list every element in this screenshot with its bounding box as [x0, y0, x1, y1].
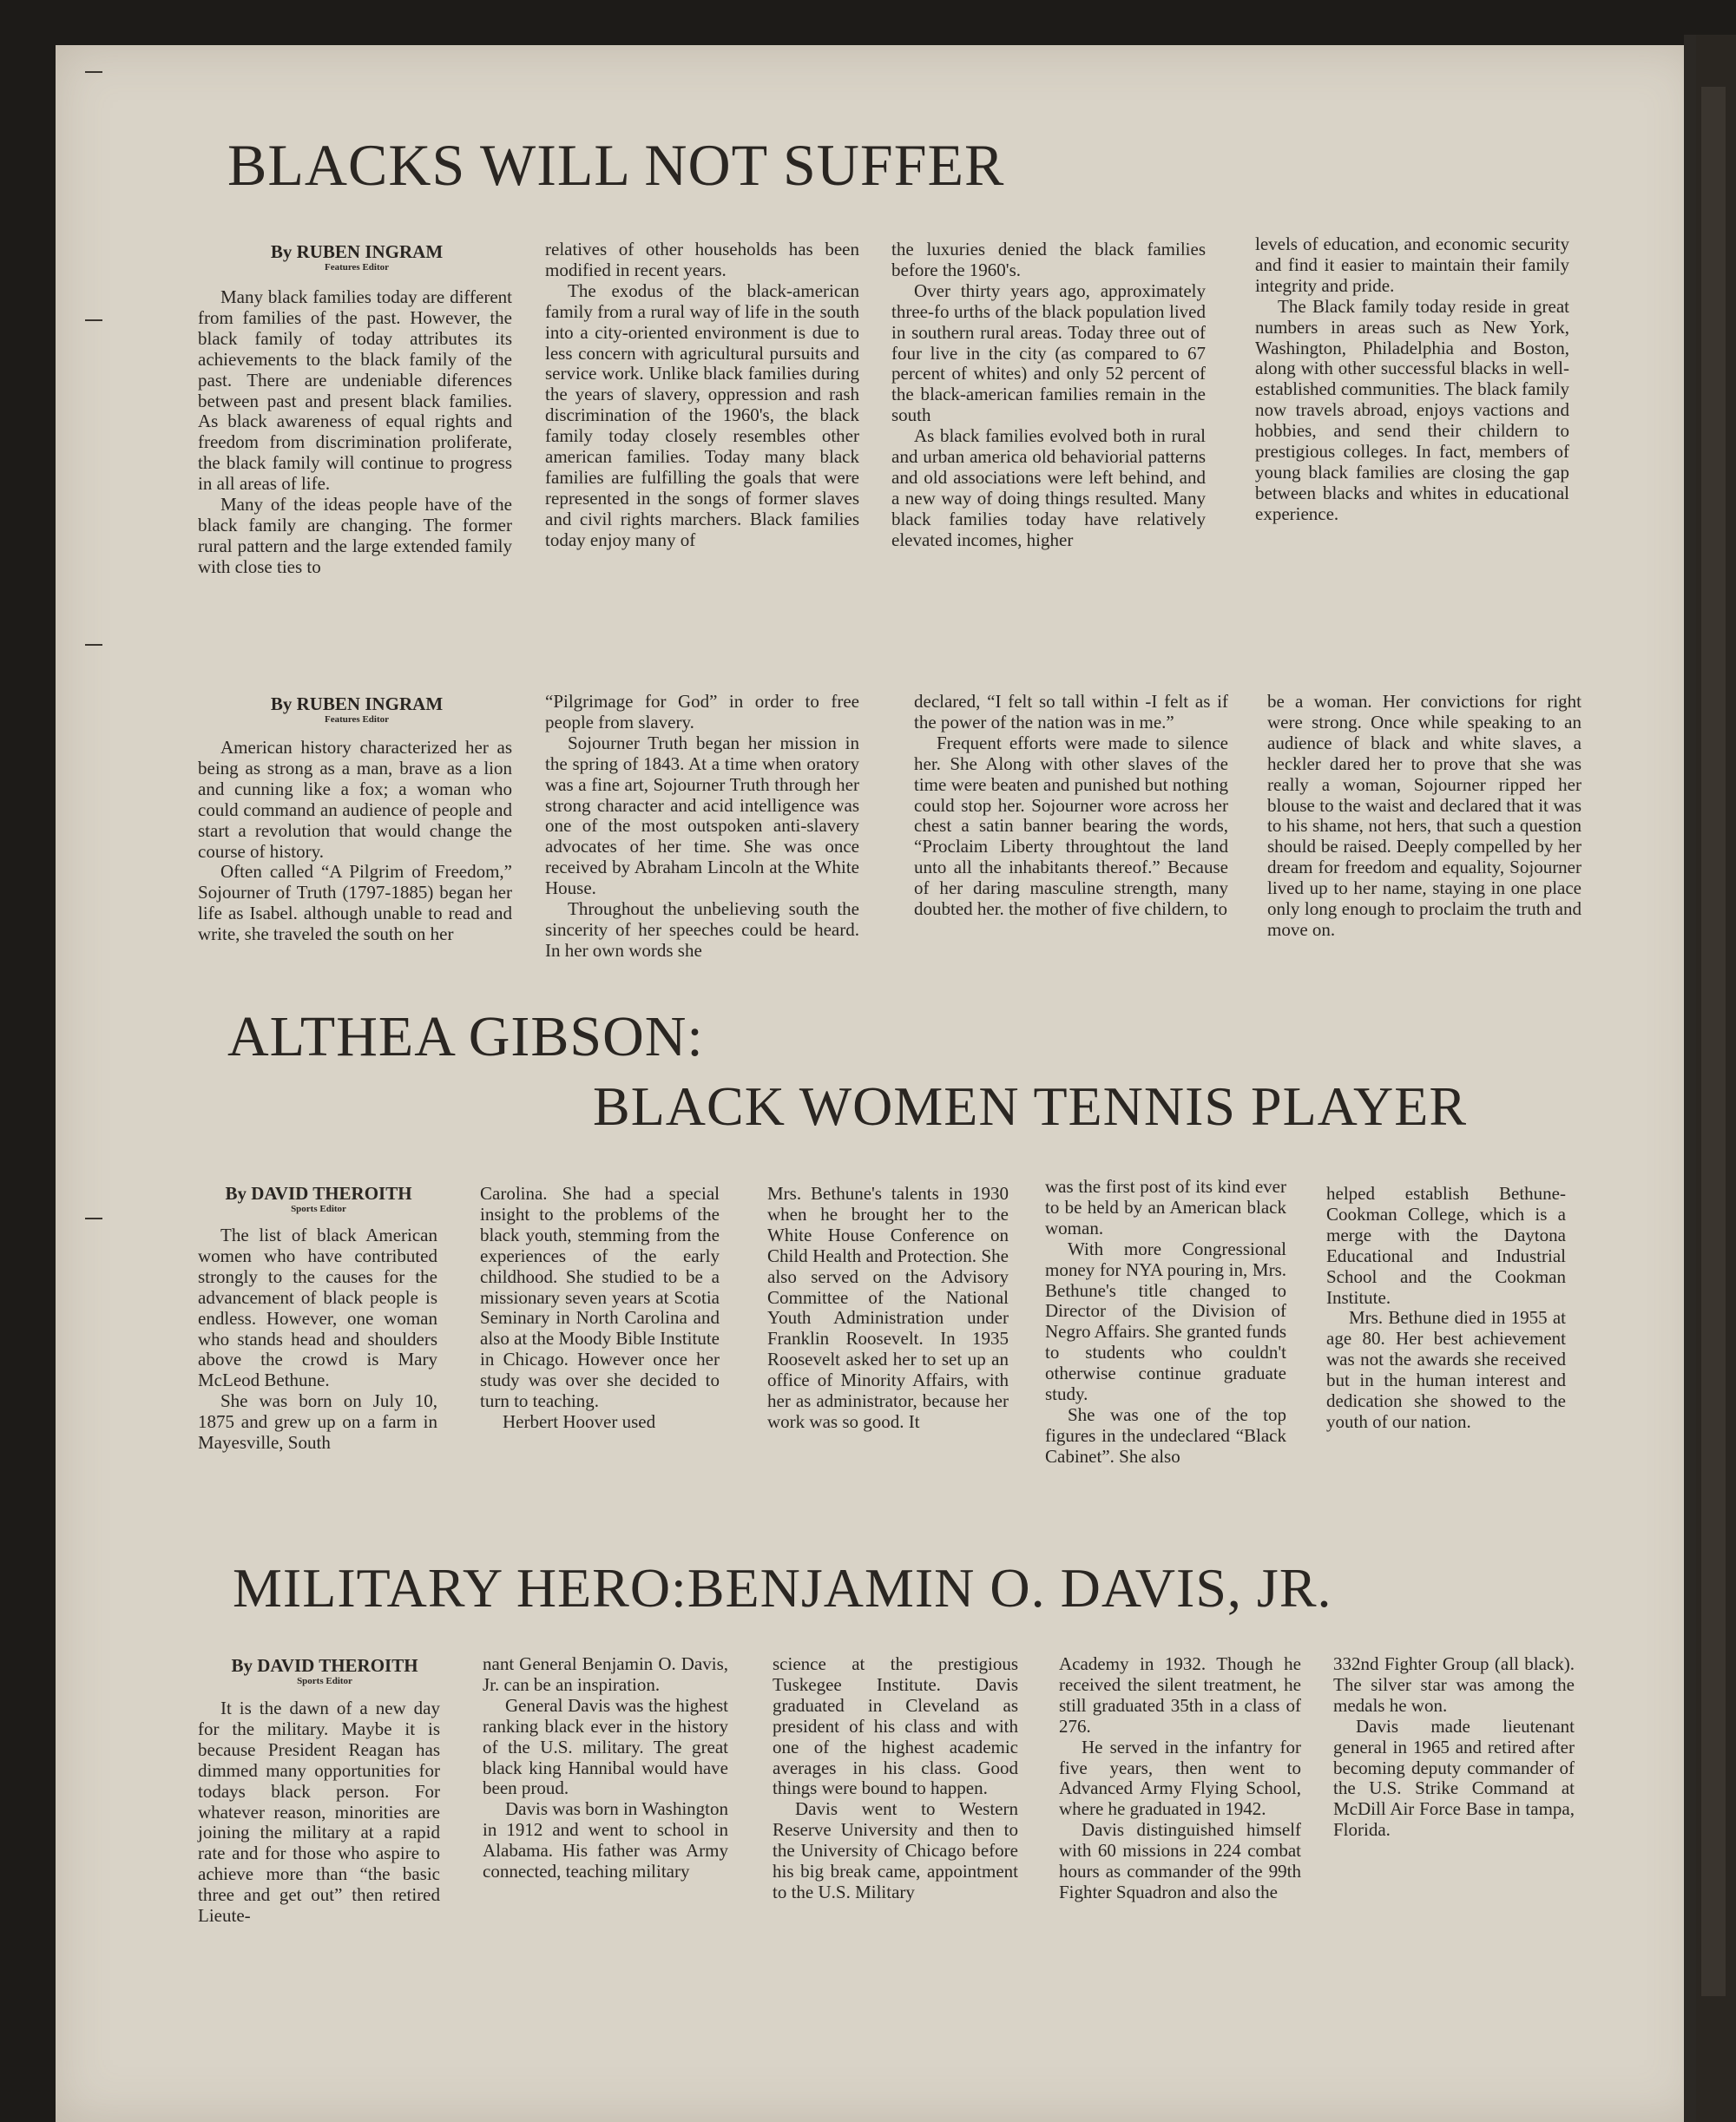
page-border-rule: [1684, 35, 1696, 2122]
paragraph: Sojourner Truth began her mission in the spring of 1843. At a time when oratory was a fine art, Sojourner Truth through her strong character and acid intelligence was one of the most outspoken anti-slavery advocates of her time. She was once received by Abraham Lincoln at the White House.: [545, 732, 859, 899]
paragraph: Frequent efforts were made to silence her. She Along with other slaves of the time were beaten and punished but nothing could stop her. Sojourner wore across her chest a satin banner bearing the words, “Proclaim Liberty throughtout the land unto all the inhabitants thereof.” Because of her daring masculine strength, many doubted her. the mother of five childern, to: [914, 732, 1228, 920]
article-headline: MILITARY HERO:BENJAMIN O. DAVIS, JR.: [233, 1557, 1332, 1619]
article-column: [1326, 1184, 1566, 1433]
byline-title: Sports Editor: [297, 1676, 352, 1687]
article-column: [1267, 692, 1581, 941]
paragraph: General Davis was the highest ranking black ever in the history of the U.S. military. The great black king Hannibal would have been proud.: [483, 1694, 728, 1799]
paragraph: Often called “A Pilgrim of Freedom,” Sojourner of Truth (1797-1885) began her life as Isabel. although unable to read and write, she traveled the south on her: [198, 861, 512, 945]
byline-title: Sports Editor: [291, 1204, 346, 1215]
article-column: [891, 240, 1206, 551]
paragraph: Over thirty years ago, approximately three-fo urths of the black population lived in southern rural areas. Today three out of four live in the city (as compared to 67 percent of whites) and only 52 percent of the black-american families remain in the south: [891, 279, 1206, 426]
paragraph: Davis went to Western Reserve University and then to the University of Chicago before his big break came, appointment to the U.S. Military: [773, 1798, 1018, 1902]
article-column: [545, 692, 859, 962]
paragraph: It is the dawn of a new day for the military. Maybe it is because President Reagan has dimmed many opportunities for todays black person. For whatever reason, minorities are joining the military at a rapid rate and for those who aspire to achieve more than “the basic three and get out” then retired Lieute-: [198, 1698, 440, 1927]
article-column: [914, 692, 1228, 920]
paragraph: 332nd Fighter Group (all black). The silver star was among the medals he won.: [1333, 1653, 1575, 1716]
paragraph: He served in the infantry for five years, then went to Advanced Army Flying School, where he graduated in 1942.: [1059, 1736, 1301, 1820]
paragraph: levels of education, and economic security and find it easier to maintain their family integrity and pride.: [1255, 233, 1569, 296]
paragraph: science at the prestigious Tuskegee Institute. Davis graduated in Cleveland as president of his class and with one of the highest academic averages in his class. Good things were bound to happen.: [773, 1653, 1018, 1799]
paragraph: was the first post of its kind ever to be held by an American black woman.: [1045, 1176, 1286, 1238]
paragraph: The Black family today reside in great numbers in areas such as New York, Washington, Philadelphia and Boston, along with other successful blacks in well-established communities. The black family now travels abroad, enjoys vactions and hobbies, and send their childern to prestigious colleges. In fact, members of young black families are closing the gap between blacks and whites in educational experience.: [1255, 295, 1569, 524]
article-subheadline: BLACK WOMEN TENNIS PLAYER: [593, 1075, 1467, 1137]
article-column: [198, 287, 512, 578]
article-column: [198, 1698, 440, 1927]
paragraph: Throughout the unbelieving south the sincerity of her speeches could be heard. In her own words she: [545, 898, 859, 961]
paragraph: relatives of other households has been modified in recent years.: [545, 239, 859, 280]
article-headline: ALTHEA GIBSON:: [227, 1005, 704, 1068]
paragraph: Many black families today are different from families of the past. However, the black family of today attributes its achievements to the black family of the past. There are undeniable diferences between past and present black families. As black awareness of equal rights and freedom from discrimination proliferate, the black family will continue to progress in all areas of life.: [198, 286, 512, 495]
article-column: [198, 1225, 437, 1454]
article-column: [1333, 1654, 1575, 1841]
article-byline: [196, 1184, 441, 1214]
paragraph: Mrs. Bethune died in 1955 at age 80. Her best achievement was not the awards she received but in the human interest and dedication she showed to the youth of our nation.: [1326, 1307, 1566, 1432]
paragraph: Carolina. She had a special insight to the problems of the black youth, stemming from the experiences of the early childhood. She studied to be a missionary seven years at Scotia Seminary in North Carolina and also at the Moody Bible Institute in Chicago. However once her study was over she decided to turn to teaching.: [480, 1183, 720, 1412]
article-byline: [211, 1656, 438, 1686]
paragraph: American history characterized her as being as strong as a man, brave as a lion and cunning like a fox; a woman who could command an audience of people and start a revolution that would change the course of history.: [198, 737, 512, 862]
paragraph: be a woman. Her convictions for right were strong. Once while speaking to an audience of black and white slaves, a heckler dared her to prove that she was really a woman, Sojourner ripped her blouse to the waist and declared that it was to his shame, not hers, that such a question should be raised. Deeply compelled by her dream for freedom and equality, Sojourner lived up to her name, staying in one place only long enough to proclaim the truth and move on.: [1267, 691, 1581, 940]
article-column: [773, 1654, 1018, 1903]
paragraph: As black families evolved both in rural and urban america old behaviorial patterns and old associations were left behind, and a new way of doing things resulted. Many black families today have relatively elevated incomes, higher: [891, 425, 1206, 550]
paragraph: She was born on July 10, 1875 and grew up on a farm in Mayesville, South: [198, 1390, 437, 1454]
margin-tick: [85, 644, 102, 646]
paragraph: Academy in 1932. Though he received the silent treatment, he still graduated 35th in a class of 276.: [1059, 1653, 1301, 1737]
margin-tick: [85, 319, 102, 321]
paragraph: Many of the ideas people have of the black family are changing. The former rural pattern and the large extended family with close ties to: [198, 494, 512, 577]
article-column: [198, 738, 512, 945]
byline-name: By RUBEN INGRAM: [270, 693, 444, 714]
margin-tick: [85, 1218, 102, 1219]
paragraph: helped establish Bethune-Cookman College, which is a merge with the Daytona Educational and Industrial School and the Cookman Institute.: [1326, 1183, 1566, 1308]
article-headline: BLACKS WILL NOT SUFFER: [227, 132, 1005, 198]
article-column: [1059, 1654, 1301, 1903]
article-column: [767, 1184, 1009, 1433]
paragraph: With more Congressional money for NYA pouring in, Mrs. Bethune's title changed to Director of the Division of Negro Affairs. She granted funds to students who couldn't otherwise continue graduate study.: [1045, 1238, 1286, 1405]
byline-title: Features Editor: [324, 262, 390, 273]
paragraph: The list of black American women who have contributed strongly to the causes for the advancement of black people is endless. However, one woman who stands head and shoulders above the crowd is Mary McLeod Bethune.: [198, 1225, 437, 1391]
byline-name: By RUBEN INGRAM: [270, 241, 444, 262]
paragraph: Davis distinguished himself with 60 missions in 224 combat hours as commander of the 99th Fighter Squadron and also the: [1059, 1819, 1301, 1902]
margin-tick: [85, 71, 102, 73]
binding-edge-inner: [1701, 87, 1726, 1996]
paragraph: nant General Benjamin O. Davis, Jr. can be an inspiration.: [483, 1653, 728, 1695]
paragraph: “Pilgrimage for God” in order to free people from slavery.: [545, 691, 859, 733]
paragraph: She was one of the top figures in the undeclared “Black Cabinet”. She also: [1045, 1403, 1286, 1467]
byline-title: Features Editor: [324, 714, 390, 726]
article-column: [483, 1654, 728, 1882]
article-byline: [198, 694, 516, 725]
article-column: [1255, 234, 1569, 525]
paragraph: Davis made lieutenant general in 1965 and retired after becoming deputy commander of the U.S. Strike Command at McDill Air Force Base in tampa, Florida.: [1333, 1715, 1575, 1841]
paragraph: Mrs. Bethune's talents in 1930 when he brought her to the White House Conference on Child Health and Protection. She also served on the Advisory Committee of the National Youth Administration under Franklin Roosevelt. In 1935 Roosevelt asked her to set up an office of Minority Affairs, with her as administrator, because her work was so good. It: [767, 1183, 1009, 1432]
article-column: [1045, 1177, 1286, 1468]
paragraph: Davis was born in Washington in 1912 and went to school in Alabama. His father was Army connected, teaching military: [483, 1798, 728, 1882]
paragraph: Herbert Hoover used: [503, 1410, 656, 1432]
paragraph: The exodus of the black-american family from a rural way of life in the south into a city-oriented environment is due to less concern with agricultural pursuits and service work. Unlike black families during the years of slavery, oppression and rash discrimination of the 1960's, the black family today closely resembles other american families. Today many black families are fulfilling the goals that were represented in the songs of former slaves and civil rights marchers. Black families today enjoy many of: [545, 279, 859, 550]
article-byline: [198, 242, 516, 273]
byline-name: By DAVID THEROITH: [225, 1183, 412, 1204]
byline-name: By DAVID THEROITH: [231, 1655, 418, 1676]
paragraph: the luxuries denied the black families before the 1960's.: [891, 239, 1206, 280]
paragraph: declared, “I felt so tall within -I felt as if the power of the nation was in me.”: [914, 691, 1228, 733]
article-column: [545, 240, 859, 551]
article-column: [480, 1184, 720, 1433]
